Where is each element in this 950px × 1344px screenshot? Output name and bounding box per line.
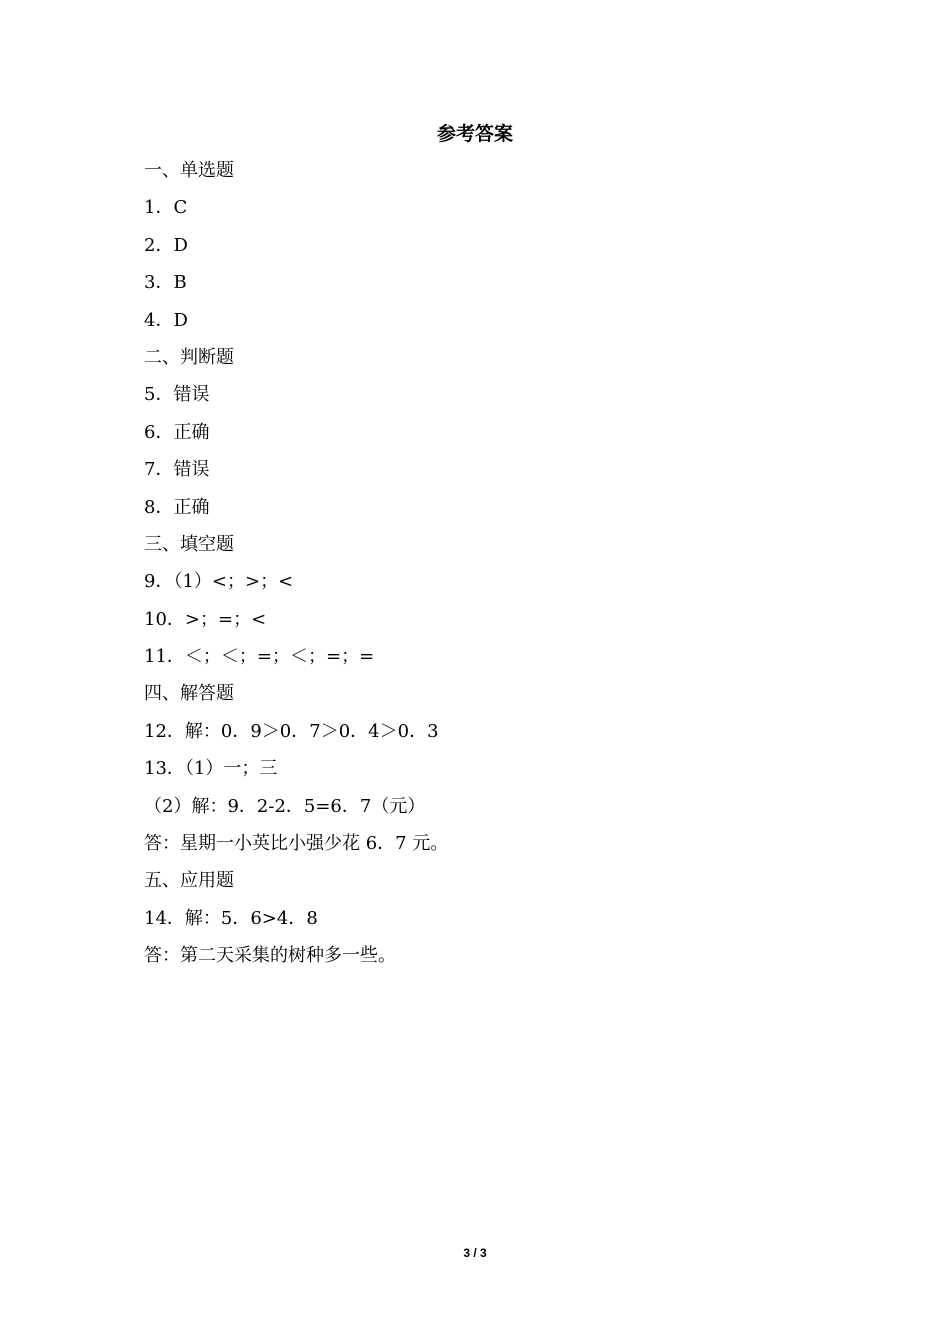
answer-list xyxy=(144,157,844,980)
answer-item-11: 11．＜；＜；=；＜；=；= xyxy=(144,646,375,668)
section-heading-fill-blank: 三、填空题 xyxy=(144,533,234,555)
section-heading-solution: 四、解答题 xyxy=(144,683,234,705)
answer-item-8: 8．正确 xyxy=(144,496,210,518)
answer-item-14: 14．解：5．6>4．8 xyxy=(144,907,318,929)
answer-item-5: 5．错误 xyxy=(144,384,210,406)
answer-item-2: 2．D xyxy=(144,234,188,256)
section-heading-true-false: 二、判断题 xyxy=(144,346,234,368)
answer-item-13-part-1: 13．（1）一；三 xyxy=(144,758,278,780)
answer-item-4: 4．D xyxy=(144,309,188,331)
answer-item-13-part-2: （2）解：9．2-2．5=6．7（元） xyxy=(144,795,426,817)
answer-item-9: 9．（1）<；>；< xyxy=(144,571,294,593)
answer-item-1: 1．C xyxy=(144,197,188,219)
answer-item-14-conclusion: 答：第二天采集的树种多一些。 xyxy=(144,945,396,967)
answer-item-6: 6．正确 xyxy=(144,421,210,443)
answer-item-3: 3．B xyxy=(144,272,187,294)
section-heading-single-choice: 一、单选题 xyxy=(144,160,234,181)
page-number: 3 / 3 xyxy=(463,1246,487,1260)
page-title: 参考答案 xyxy=(436,123,513,145)
answer-item-7: 7．错误 xyxy=(144,459,210,481)
answer-item-12: 12．解：0．9＞0．7＞0．4＞0．3 xyxy=(144,720,439,742)
answer-item-10: 10．>；=；< xyxy=(144,608,267,630)
section-heading-application: 五、应用题 xyxy=(144,870,234,892)
answer-item-13-conclusion: 答：星期一小英比小强少花 6．7 元。 xyxy=(144,833,449,855)
